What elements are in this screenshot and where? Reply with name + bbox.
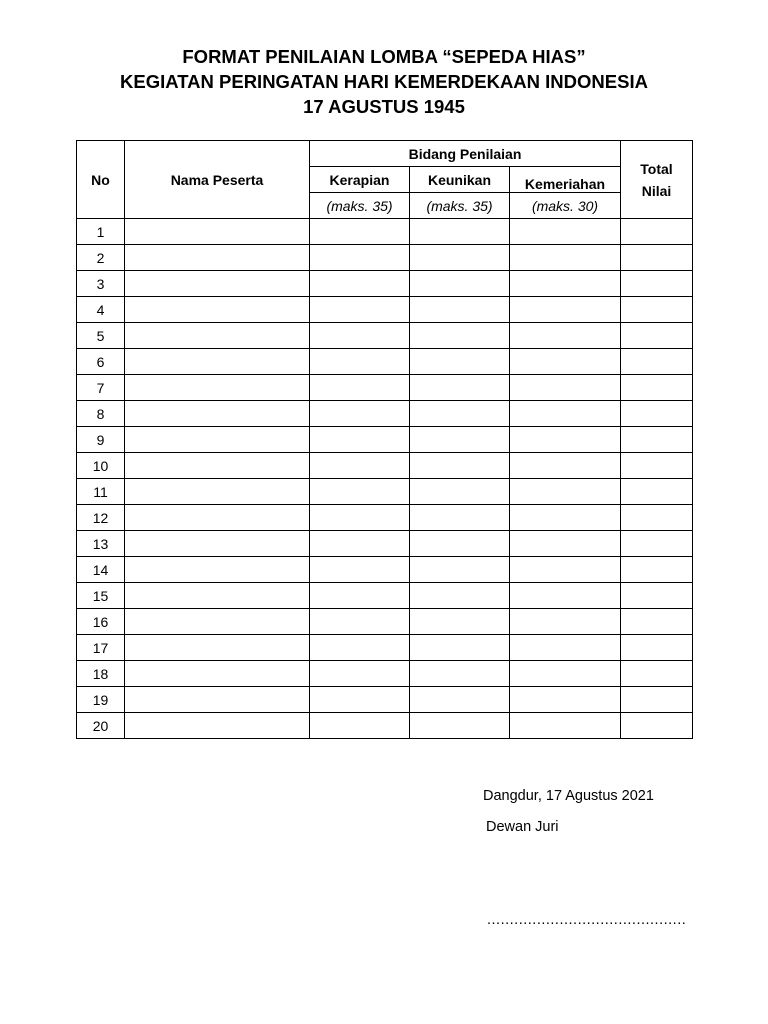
total-cell[interactable] [621, 245, 693, 271]
scoring-table [76, 140, 693, 739]
participant-name-cell[interactable] [125, 427, 310, 453]
row-number: 6 [77, 349, 125, 375]
table-row [77, 531, 693, 557]
header-nama-peserta: Nama Peserta [125, 141, 310, 219]
keunikan-cell[interactable] [410, 687, 510, 713]
total-cell[interactable] [621, 661, 693, 687]
kemeriahan-cell[interactable] [510, 297, 621, 323]
participant-name-cell[interactable] [125, 583, 310, 609]
row-number: 8 [77, 401, 125, 427]
total-cell[interactable] [621, 297, 693, 323]
kemeriahan-cell[interactable] [510, 245, 621, 271]
participant-name-cell[interactable] [125, 219, 310, 245]
header-total-nilai-label: Total Nilai [640, 160, 673, 199]
participant-name-cell[interactable] [125, 609, 310, 635]
keunikan-cell[interactable] [410, 557, 510, 583]
kerapian-cell[interactable] [310, 271, 410, 297]
table-row [77, 323, 693, 349]
kerapian-cell[interactable] [310, 323, 410, 349]
kemeriahan-cell[interactable] [510, 557, 621, 583]
kerapian-cell[interactable] [310, 297, 410, 323]
table-body [77, 219, 693, 739]
keunikan-cell[interactable] [410, 375, 510, 401]
row-number: 4 [77, 297, 125, 323]
kemeriahan-cell[interactable] [510, 219, 621, 245]
keunikan-cell[interactable] [410, 713, 510, 739]
table-row [77, 557, 693, 583]
kemeriahan-cell[interactable] [510, 661, 621, 687]
participant-name-cell[interactable] [125, 713, 310, 739]
header-total-nilai [621, 141, 693, 219]
row-number: 10 [77, 453, 125, 479]
participant-name-cell[interactable] [125, 375, 310, 401]
kemeriahan-cell[interactable] [510, 349, 621, 375]
total-cell[interactable] [621, 479, 693, 505]
kerapian-cell[interactable] [310, 531, 410, 557]
keunikan-cell[interactable] [410, 505, 510, 531]
row-number: 18 [77, 661, 125, 687]
total-cell[interactable] [621, 583, 693, 609]
keunikan-cell[interactable] [410, 583, 510, 609]
kemeriahan-cell[interactable] [510, 453, 621, 479]
header-kerapian: Kerapian [310, 167, 410, 193]
participant-name-cell[interactable] [125, 635, 310, 661]
participant-name-cell[interactable] [125, 687, 310, 713]
participant-name-cell[interactable] [125, 661, 310, 687]
keunikan-cell[interactable] [410, 401, 510, 427]
kemeriahan-cell[interactable] [510, 375, 621, 401]
keunikan-cell[interactable] [410, 297, 510, 323]
keunikan-cell[interactable] [410, 479, 510, 505]
table-row [77, 375, 693, 401]
kerapian-cell[interactable] [310, 219, 410, 245]
kerapian-cell[interactable] [310, 687, 410, 713]
kemeriahan-cell[interactable] [510, 323, 621, 349]
keunikan-cell[interactable] [410, 349, 510, 375]
total-cell[interactable] [621, 219, 693, 245]
signature-line: ............................................ [487, 912, 687, 928]
row-number: 13 [77, 531, 125, 557]
participant-name-cell[interactable] [125, 479, 310, 505]
kerapian-cell[interactable] [310, 401, 410, 427]
kerapian-cell[interactable] [310, 557, 410, 583]
total-cell[interactable] [621, 687, 693, 713]
table-row [77, 349, 693, 375]
row-number: 14 [77, 557, 125, 583]
keunikan-cell[interactable] [410, 661, 510, 687]
row-number: 20 [77, 713, 125, 739]
kemeriahan-cell[interactable] [510, 713, 621, 739]
table-row [77, 505, 693, 531]
table-row [77, 453, 693, 479]
keunikan-cell[interactable] [410, 427, 510, 453]
table-row [77, 245, 693, 271]
kerapian-cell[interactable] [310, 505, 410, 531]
row-number: 2 [77, 245, 125, 271]
table-row [77, 661, 693, 687]
total-cell[interactable] [621, 635, 693, 661]
table-row [77, 635, 693, 661]
place-date: Dangdur, 17 Agustus 2021 [483, 788, 654, 804]
document-title [0, 44, 768, 119]
total-cell[interactable] [621, 713, 693, 739]
kerapian-cell[interactable] [310, 453, 410, 479]
header-bidang-penilaian: Bidang Penilaian [310, 141, 621, 167]
title-line-3: 17 AGUSTUS 1945 [303, 96, 465, 117]
keunikan-cell[interactable] [410, 245, 510, 271]
table-row [77, 219, 693, 245]
kerapian-cell[interactable] [310, 713, 410, 739]
kemeriahan-cell[interactable] [510, 271, 621, 297]
keunikan-cell[interactable] [410, 531, 510, 557]
max-kerapian: (maks. 35) [310, 193, 410, 219]
row-number: 7 [77, 375, 125, 401]
kemeriahan-cell[interactable] [510, 583, 621, 609]
total-cell[interactable] [621, 271, 693, 297]
kemeriahan-cell[interactable] [510, 609, 621, 635]
row-number: 17 [77, 635, 125, 661]
kerapian-cell[interactable] [310, 635, 410, 661]
keunikan-cell[interactable] [410, 453, 510, 479]
kerapian-cell[interactable] [310, 349, 410, 375]
total-cell[interactable] [621, 375, 693, 401]
title-line-1: FORMAT PENILAIAN LOMBA “SEPEDA HIAS” [182, 46, 586, 67]
jury-label: Dewan Juri [486, 819, 559, 835]
kemeriahan-cell[interactable] [510, 505, 621, 531]
table-row [77, 427, 693, 453]
total-cell[interactable] [621, 453, 693, 479]
table-row [77, 687, 693, 713]
participant-name-cell[interactable] [125, 505, 310, 531]
row-number: 11 [77, 479, 125, 505]
total-cell[interactable] [621, 531, 693, 557]
kerapian-cell[interactable] [310, 661, 410, 687]
kemeriahan-cell[interactable] [510, 479, 621, 505]
participant-name-cell[interactable] [125, 349, 310, 375]
participant-name-cell[interactable] [125, 271, 310, 297]
participant-name-cell[interactable] [125, 245, 310, 271]
kemeriahan-cell[interactable] [510, 531, 621, 557]
row-number: 5 [77, 323, 125, 349]
table-row [77, 297, 693, 323]
total-cell[interactable] [621, 609, 693, 635]
row-number: 16 [77, 609, 125, 635]
total-cell[interactable] [621, 401, 693, 427]
keunikan-cell[interactable] [410, 219, 510, 245]
row-number: 19 [77, 687, 125, 713]
title-line-2: KEGIATAN PERINGATAN HARI KEMERDEKAAN INDONESIA [120, 71, 648, 92]
kerapian-cell[interactable] [310, 427, 410, 453]
total-cell[interactable] [621, 427, 693, 453]
kemeriahan-cell[interactable] [510, 401, 621, 427]
table-row [77, 583, 693, 609]
participant-name-cell[interactable] [125, 401, 310, 427]
max-kemeriahan: (maks. 30) [510, 193, 621, 219]
participant-name-cell[interactable] [125, 323, 310, 349]
table-row [77, 401, 693, 427]
row-number: 15 [77, 583, 125, 609]
table-row [77, 271, 693, 297]
header-keunikan: Keunikan [410, 167, 510, 193]
table-row [77, 713, 693, 739]
kerapian-cell[interactable] [310, 245, 410, 271]
keunikan-cell[interactable] [410, 635, 510, 661]
kerapian-cell[interactable] [310, 583, 410, 609]
row-number: 1 [77, 219, 125, 245]
total-cell[interactable] [621, 557, 693, 583]
keunikan-cell[interactable] [410, 323, 510, 349]
kemeriahan-cell[interactable] [510, 427, 621, 453]
total-cell[interactable] [621, 349, 693, 375]
kemeriahan-cell[interactable] [510, 635, 621, 661]
total-cell[interactable] [621, 505, 693, 531]
row-number: 9 [77, 427, 125, 453]
participant-name-cell[interactable] [125, 531, 310, 557]
kerapian-cell[interactable] [310, 609, 410, 635]
kerapian-cell[interactable] [310, 375, 410, 401]
total-cell[interactable] [621, 323, 693, 349]
row-number: 12 [77, 505, 125, 531]
keunikan-cell[interactable] [410, 609, 510, 635]
kerapian-cell[interactable] [310, 479, 410, 505]
participant-name-cell[interactable] [125, 557, 310, 583]
table-row [77, 479, 693, 505]
participant-name-cell[interactable] [125, 453, 310, 479]
participant-name-cell[interactable] [125, 297, 310, 323]
keunikan-cell[interactable] [410, 271, 510, 297]
row-number: 3 [77, 271, 125, 297]
header-no: No [77, 141, 125, 219]
max-keunikan: (maks. 35) [410, 193, 510, 219]
table-row [77, 609, 693, 635]
kemeriahan-cell[interactable] [510, 687, 621, 713]
header-kemeriahan: Kemeriahan [510, 167, 621, 193]
